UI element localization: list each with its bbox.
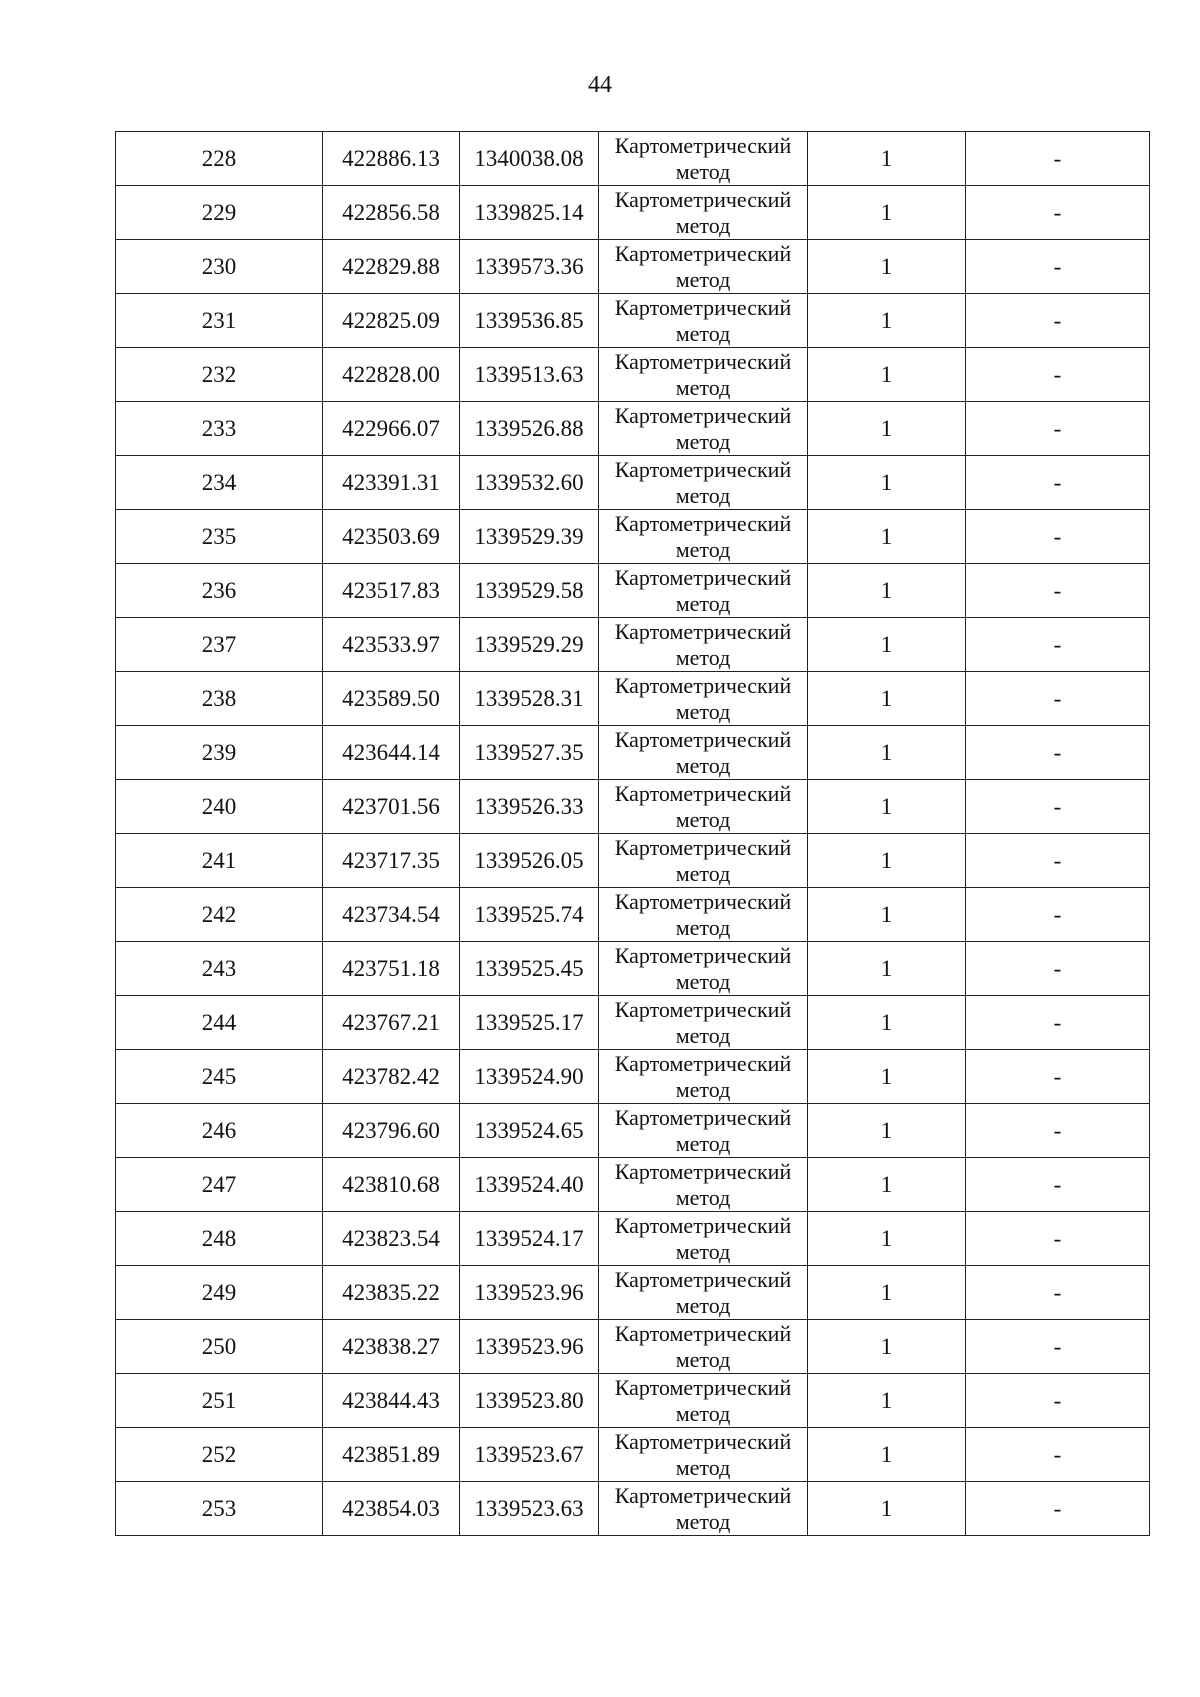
method-line-2: метод bbox=[675, 699, 731, 724]
point-number-cell: 249 bbox=[116, 1266, 323, 1320]
accuracy-cell: 1 bbox=[808, 456, 966, 510]
method-cell bbox=[599, 1374, 808, 1428]
method-cell bbox=[599, 186, 808, 240]
point-number-cell: 232 bbox=[116, 348, 323, 402]
x-coordinate-cell: 422828.00 bbox=[323, 348, 460, 402]
description-cell: - bbox=[966, 348, 1150, 402]
x-coordinate-cell: 423810.68 bbox=[323, 1158, 460, 1212]
accuracy-cell: 1 bbox=[808, 1050, 966, 1104]
method-line-1: Картометрический bbox=[614, 1267, 792, 1292]
description-cell: - bbox=[966, 132, 1150, 186]
table-row bbox=[116, 1374, 1150, 1428]
point-number-cell: 253 bbox=[116, 1482, 323, 1536]
y-coordinate-cell: 1339529.29 bbox=[460, 618, 599, 672]
y-coordinate-cell: 1339524.17 bbox=[460, 1212, 599, 1266]
method-line-2: метод bbox=[675, 1077, 731, 1102]
method-line-1: Картометрический bbox=[614, 457, 792, 482]
method-line-1: Картометрический bbox=[614, 241, 792, 266]
description-cell: - bbox=[966, 1104, 1150, 1158]
accuracy-cell: 1 bbox=[808, 1374, 966, 1428]
accuracy-cell: 1 bbox=[808, 510, 966, 564]
accuracy-cell: 1 bbox=[808, 672, 966, 726]
method-line-2: метод bbox=[675, 753, 731, 778]
y-coordinate-cell: 1339526.33 bbox=[460, 780, 599, 834]
method-line-1: Картометрический bbox=[614, 943, 792, 968]
method-line-2: метод bbox=[675, 591, 731, 616]
x-coordinate-cell: 422856.58 bbox=[323, 186, 460, 240]
method-line-1: Картометрический bbox=[614, 1213, 792, 1238]
description-cell: - bbox=[966, 186, 1150, 240]
method-line-2: метод bbox=[675, 1293, 731, 1318]
method-line-1: Картометрический bbox=[614, 1051, 792, 1076]
description-cell: - bbox=[966, 1212, 1150, 1266]
point-number-cell: 244 bbox=[116, 996, 323, 1050]
accuracy-cell: 1 bbox=[808, 618, 966, 672]
table-row bbox=[116, 1482, 1150, 1536]
point-number-cell: 235 bbox=[116, 510, 323, 564]
accuracy-cell: 1 bbox=[808, 888, 966, 942]
point-number-cell: 239 bbox=[116, 726, 323, 780]
y-coordinate-cell: 1340038.08 bbox=[460, 132, 599, 186]
x-coordinate-cell: 423844.43 bbox=[323, 1374, 460, 1428]
method-line-1: Картометрический bbox=[614, 781, 792, 806]
table-row bbox=[116, 672, 1150, 726]
method-line-2: метод bbox=[675, 321, 731, 346]
description-cell: - bbox=[966, 618, 1150, 672]
x-coordinate-cell: 423517.83 bbox=[323, 564, 460, 618]
y-coordinate-cell: 1339573.36 bbox=[460, 240, 599, 294]
coordinates-table bbox=[115, 131, 1150, 1536]
accuracy-cell: 1 bbox=[808, 1320, 966, 1374]
description-cell: - bbox=[966, 996, 1150, 1050]
y-coordinate-cell: 1339524.90 bbox=[460, 1050, 599, 1104]
x-coordinate-cell: 423734.54 bbox=[323, 888, 460, 942]
table-row bbox=[116, 294, 1150, 348]
table-row bbox=[116, 510, 1150, 564]
method-line-2: метод bbox=[675, 1239, 731, 1264]
x-coordinate-cell: 423589.50 bbox=[323, 672, 460, 726]
table-row bbox=[116, 780, 1150, 834]
method-line-2: метод bbox=[675, 159, 731, 184]
x-coordinate-cell: 423717.35 bbox=[323, 834, 460, 888]
method-cell bbox=[599, 834, 808, 888]
point-number-cell: 234 bbox=[116, 456, 323, 510]
point-number-cell: 229 bbox=[116, 186, 323, 240]
table-row bbox=[116, 888, 1150, 942]
table-row bbox=[116, 1428, 1150, 1482]
point-number-cell: 243 bbox=[116, 942, 323, 996]
y-coordinate-cell: 1339513.63 bbox=[460, 348, 599, 402]
method-line-2: метод bbox=[675, 915, 731, 940]
description-cell: - bbox=[966, 1428, 1150, 1482]
description-cell: - bbox=[966, 1050, 1150, 1104]
description-cell: - bbox=[966, 294, 1150, 348]
y-coordinate-cell: 1339536.85 bbox=[460, 294, 599, 348]
method-line-2: метод bbox=[675, 1401, 731, 1426]
point-number-cell: 230 bbox=[116, 240, 323, 294]
method-cell bbox=[599, 402, 808, 456]
table-row bbox=[116, 942, 1150, 996]
method-line-1: Картометрический bbox=[614, 1483, 792, 1508]
method-line-2: метод bbox=[675, 537, 731, 562]
method-line-2: метод bbox=[675, 1509, 731, 1534]
method-cell bbox=[599, 510, 808, 564]
x-coordinate-cell: 423835.22 bbox=[323, 1266, 460, 1320]
coordinates-table-body bbox=[116, 132, 1150, 1536]
x-coordinate-cell: 423751.18 bbox=[323, 942, 460, 996]
method-line-1: Картометрический bbox=[614, 1429, 792, 1454]
point-number-cell: 245 bbox=[116, 1050, 323, 1104]
x-coordinate-cell: 423503.69 bbox=[323, 510, 460, 564]
y-coordinate-cell: 1339529.58 bbox=[460, 564, 599, 618]
point-number-cell: 242 bbox=[116, 888, 323, 942]
method-cell bbox=[599, 1050, 808, 1104]
description-cell: - bbox=[966, 942, 1150, 996]
table-row bbox=[116, 1212, 1150, 1266]
method-line-2: метод bbox=[675, 429, 731, 454]
method-line-2: метод bbox=[675, 375, 731, 400]
method-line-1: Картометрический bbox=[614, 727, 792, 752]
accuracy-cell: 1 bbox=[808, 1212, 966, 1266]
description-cell: - bbox=[966, 1266, 1150, 1320]
method-cell bbox=[599, 294, 808, 348]
accuracy-cell: 1 bbox=[808, 348, 966, 402]
table-row bbox=[116, 1266, 1150, 1320]
table-row bbox=[116, 456, 1150, 510]
method-cell bbox=[599, 726, 808, 780]
description-cell: - bbox=[966, 834, 1150, 888]
point-number-cell: 246 bbox=[116, 1104, 323, 1158]
point-number-cell: 237 bbox=[116, 618, 323, 672]
method-cell bbox=[599, 1428, 808, 1482]
method-line-1: Картометрический bbox=[614, 133, 792, 158]
method-cell bbox=[599, 1212, 808, 1266]
table-row bbox=[116, 186, 1150, 240]
method-line-2: метод bbox=[675, 213, 731, 238]
method-line-2: метод bbox=[675, 645, 731, 670]
x-coordinate-cell: 422966.07 bbox=[323, 402, 460, 456]
x-coordinate-cell: 422886.13 bbox=[323, 132, 460, 186]
table-row bbox=[116, 564, 1150, 618]
table-row bbox=[116, 348, 1150, 402]
method-cell bbox=[599, 1320, 808, 1374]
description-cell: - bbox=[966, 402, 1150, 456]
description-cell: - bbox=[966, 1482, 1150, 1536]
y-coordinate-cell: 1339526.88 bbox=[460, 402, 599, 456]
method-line-1: Картометрический bbox=[614, 1159, 792, 1184]
y-coordinate-cell: 1339523.96 bbox=[460, 1266, 599, 1320]
description-cell: - bbox=[966, 1374, 1150, 1428]
table-row bbox=[116, 1158, 1150, 1212]
accuracy-cell: 1 bbox=[808, 1428, 966, 1482]
method-line-2: метод bbox=[675, 1131, 731, 1156]
method-line-2: метод bbox=[675, 483, 731, 508]
method-line-1: Картометрический bbox=[614, 511, 792, 536]
accuracy-cell: 1 bbox=[808, 1158, 966, 1212]
y-coordinate-cell: 1339523.67 bbox=[460, 1428, 599, 1482]
description-cell: - bbox=[966, 1158, 1150, 1212]
method-cell bbox=[599, 672, 808, 726]
accuracy-cell: 1 bbox=[808, 942, 966, 996]
accuracy-cell: 1 bbox=[808, 294, 966, 348]
description-cell: - bbox=[966, 564, 1150, 618]
accuracy-cell: 1 bbox=[808, 1104, 966, 1158]
y-coordinate-cell: 1339524.65 bbox=[460, 1104, 599, 1158]
accuracy-cell: 1 bbox=[808, 996, 966, 1050]
method-line-1: Картометрический bbox=[614, 619, 792, 644]
method-line-2: метод bbox=[675, 1023, 731, 1048]
point-number-cell: 251 bbox=[116, 1374, 323, 1428]
accuracy-cell: 1 bbox=[808, 132, 966, 186]
description-cell: - bbox=[966, 888, 1150, 942]
point-number-cell: 247 bbox=[116, 1158, 323, 1212]
description-cell: - bbox=[966, 1320, 1150, 1374]
method-line-2: метод bbox=[675, 969, 731, 994]
method-line-2: метод bbox=[675, 861, 731, 886]
table-row bbox=[116, 618, 1150, 672]
point-number-cell: 240 bbox=[116, 780, 323, 834]
method-cell bbox=[599, 1482, 808, 1536]
table-row bbox=[116, 834, 1150, 888]
page-number: 44 bbox=[588, 72, 612, 98]
point-number-cell: 228 bbox=[116, 132, 323, 186]
method-line-1: Картометрический bbox=[614, 673, 792, 698]
table-row bbox=[116, 726, 1150, 780]
point-number-cell: 250 bbox=[116, 1320, 323, 1374]
method-line-1: Картометрический bbox=[614, 295, 792, 320]
method-line-1: Картометрический bbox=[614, 889, 792, 914]
method-cell bbox=[599, 132, 808, 186]
description-cell: - bbox=[966, 780, 1150, 834]
y-coordinate-cell: 1339523.80 bbox=[460, 1374, 599, 1428]
y-coordinate-cell: 1339525.17 bbox=[460, 996, 599, 1050]
y-coordinate-cell: 1339524.40 bbox=[460, 1158, 599, 1212]
point-number-cell: 231 bbox=[116, 294, 323, 348]
table-row bbox=[116, 1104, 1150, 1158]
description-cell: - bbox=[966, 726, 1150, 780]
x-coordinate-cell: 423644.14 bbox=[323, 726, 460, 780]
x-coordinate-cell: 423823.54 bbox=[323, 1212, 460, 1266]
accuracy-cell: 1 bbox=[808, 726, 966, 780]
point-number-cell: 236 bbox=[116, 564, 323, 618]
method-cell bbox=[599, 1158, 808, 1212]
method-line-1: Картометрический bbox=[614, 997, 792, 1022]
method-line-2: метод bbox=[675, 807, 731, 832]
method-line-2: метод bbox=[675, 1455, 731, 1480]
table-row bbox=[116, 1320, 1150, 1374]
method-line-2: метод bbox=[675, 1347, 731, 1372]
y-coordinate-cell: 1339529.39 bbox=[460, 510, 599, 564]
accuracy-cell: 1 bbox=[808, 1266, 966, 1320]
y-coordinate-cell: 1339528.31 bbox=[460, 672, 599, 726]
accuracy-cell: 1 bbox=[808, 240, 966, 294]
x-coordinate-cell: 423854.03 bbox=[323, 1482, 460, 1536]
point-number-cell: 252 bbox=[116, 1428, 323, 1482]
y-coordinate-cell: 1339527.35 bbox=[460, 726, 599, 780]
y-coordinate-cell: 1339825.14 bbox=[460, 186, 599, 240]
method-cell bbox=[599, 1266, 808, 1320]
method-cell bbox=[599, 240, 808, 294]
method-line-1: Картометрический bbox=[614, 565, 792, 590]
description-cell: - bbox=[966, 240, 1150, 294]
x-coordinate-cell: 423782.42 bbox=[323, 1050, 460, 1104]
method-line-1: Картометрический bbox=[614, 1105, 792, 1130]
method-line-1: Картометрический bbox=[614, 1375, 792, 1400]
x-coordinate-cell: 423796.60 bbox=[323, 1104, 460, 1158]
method-cell bbox=[599, 618, 808, 672]
method-cell bbox=[599, 942, 808, 996]
point-number-cell: 248 bbox=[116, 1212, 323, 1266]
x-coordinate-cell: 423701.56 bbox=[323, 780, 460, 834]
table-row bbox=[116, 1050, 1150, 1104]
description-cell: - bbox=[966, 456, 1150, 510]
y-coordinate-cell: 1339525.74 bbox=[460, 888, 599, 942]
method-line-1: Картометрический bbox=[614, 1321, 792, 1346]
accuracy-cell: 1 bbox=[808, 834, 966, 888]
accuracy-cell: 1 bbox=[808, 564, 966, 618]
point-number-cell: 238 bbox=[116, 672, 323, 726]
method-cell bbox=[599, 780, 808, 834]
method-line-1: Картометрический bbox=[614, 349, 792, 374]
description-cell: - bbox=[966, 672, 1150, 726]
point-number-cell: 233 bbox=[116, 402, 323, 456]
accuracy-cell: 1 bbox=[808, 1482, 966, 1536]
method-cell bbox=[599, 888, 808, 942]
x-coordinate-cell: 422829.88 bbox=[323, 240, 460, 294]
x-coordinate-cell: 423391.31 bbox=[323, 456, 460, 510]
accuracy-cell: 1 bbox=[808, 186, 966, 240]
method-line-2: метод bbox=[675, 267, 731, 292]
y-coordinate-cell: 1339523.63 bbox=[460, 1482, 599, 1536]
x-coordinate-cell: 423767.21 bbox=[323, 996, 460, 1050]
table-row bbox=[116, 996, 1150, 1050]
x-coordinate-cell: 422825.09 bbox=[323, 294, 460, 348]
y-coordinate-cell: 1339525.45 bbox=[460, 942, 599, 996]
method-line-1: Картометрический bbox=[614, 403, 792, 428]
x-coordinate-cell: 423533.97 bbox=[323, 618, 460, 672]
y-coordinate-cell: 1339532.60 bbox=[460, 456, 599, 510]
method-cell bbox=[599, 456, 808, 510]
accuracy-cell: 1 bbox=[808, 402, 966, 456]
method-line-1: Картометрический bbox=[614, 187, 792, 212]
method-line-1: Картометрический bbox=[614, 835, 792, 860]
method-line-2: метод bbox=[675, 1185, 731, 1210]
accuracy-cell: 1 bbox=[808, 780, 966, 834]
y-coordinate-cell: 1339523.96 bbox=[460, 1320, 599, 1374]
method-cell bbox=[599, 348, 808, 402]
method-cell bbox=[599, 996, 808, 1050]
description-cell: - bbox=[966, 510, 1150, 564]
table-row bbox=[116, 132, 1150, 186]
table-row bbox=[116, 240, 1150, 294]
point-number-cell: 241 bbox=[116, 834, 323, 888]
x-coordinate-cell: 423838.27 bbox=[323, 1320, 460, 1374]
y-coordinate-cell: 1339526.05 bbox=[460, 834, 599, 888]
method-cell bbox=[599, 564, 808, 618]
method-cell bbox=[599, 1104, 808, 1158]
x-coordinate-cell: 423851.89 bbox=[323, 1428, 460, 1482]
table-row bbox=[116, 402, 1150, 456]
